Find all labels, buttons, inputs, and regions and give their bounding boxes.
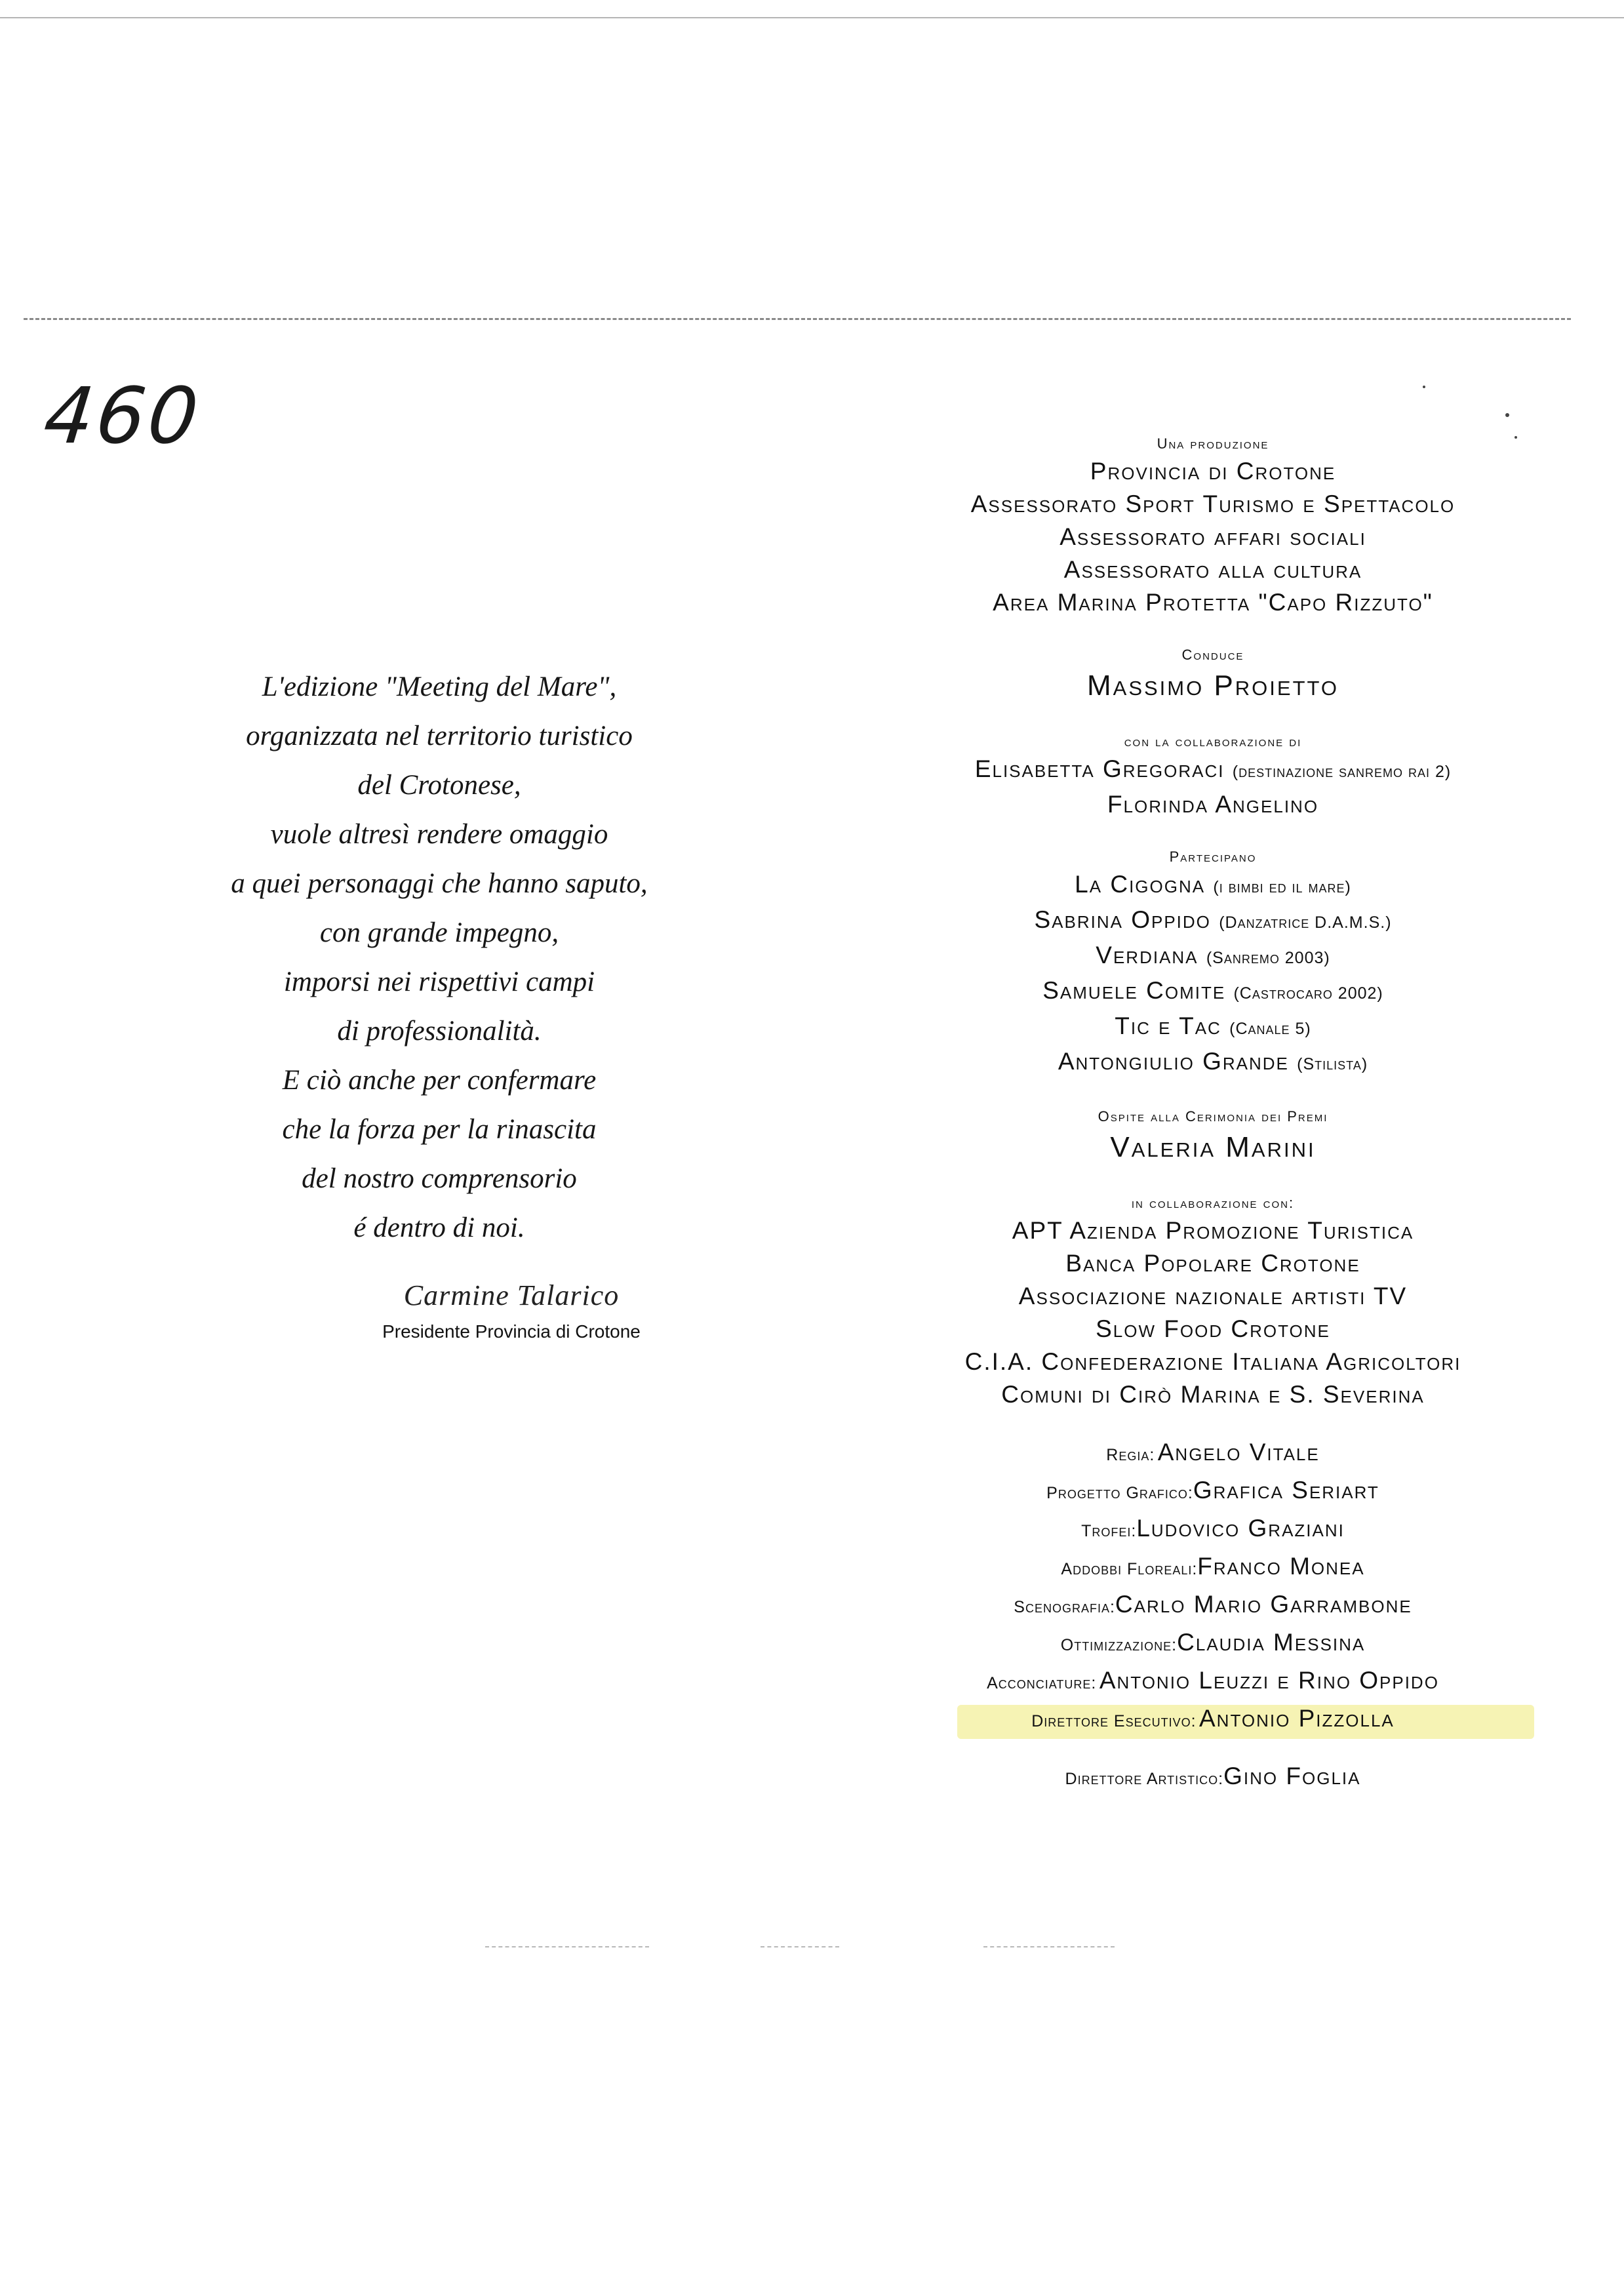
participant xyxy=(852,868,1574,904)
handwritten-page-number: 460 xyxy=(39,370,205,461)
credit-person: Ludovico Graziani xyxy=(1136,1515,1345,1542)
credit-role: Trofei: xyxy=(1081,1522,1137,1540)
partner-line: C.I.A. Confederazione Italiana Agricoltori xyxy=(964,1348,1461,1375)
scan-speck xyxy=(1423,386,1425,388)
partner-line: Slow Food Crotone xyxy=(1096,1315,1330,1342)
production-line: Provincia di Crotone xyxy=(1090,458,1336,485)
participant xyxy=(852,1045,1574,1081)
participant-name: Verdiana xyxy=(1096,942,1198,968)
credit-line xyxy=(852,1436,1574,1474)
credit-role: Addobbi Floreali: xyxy=(1061,1560,1198,1578)
fold-dash-3 xyxy=(983,1946,1115,1947)
dedication-line: vuole altresì rendere omaggio xyxy=(270,819,608,850)
dedication-line: di professionalità. xyxy=(337,1016,542,1047)
credit-line xyxy=(852,1626,1574,1664)
collaborator xyxy=(852,753,1574,788)
guest-section xyxy=(852,1106,1574,1167)
dedication-line: imporsi nei rispettivi campi xyxy=(283,967,595,997)
participant-name: La Cigogna xyxy=(1075,871,1206,898)
collaboration-heading: con la collaborazione di xyxy=(1124,733,1302,749)
partners-section xyxy=(852,1192,1574,1411)
collaborator-name: Florinda Angelino xyxy=(1107,791,1319,818)
participant xyxy=(852,904,1574,939)
credit-role: Scenografia: xyxy=(1014,1598,1115,1616)
credit-line xyxy=(852,1512,1574,1550)
fold-dash-2 xyxy=(761,1946,839,1947)
participant-name: Tic e Tac xyxy=(1115,1012,1221,1039)
collaborator xyxy=(852,788,1574,821)
host-name: Massimo Proietto xyxy=(1086,669,1339,702)
dedication-line: L'edizione "Meeting del Mare", xyxy=(262,671,617,702)
production-line: Area Marina Protetta "Capo Rizzuto" xyxy=(993,589,1433,616)
partners-heading: in collaborazione con: xyxy=(1131,1195,1295,1211)
production-line: Assessorato affari sociali xyxy=(1060,523,1366,550)
credit-role: Ottimizzazione: xyxy=(1060,1636,1178,1654)
participant-note: (Stilista) xyxy=(1297,1055,1368,1073)
artistic-director-line xyxy=(852,1760,1574,1798)
credit-person: Claudia Messina xyxy=(1177,1629,1366,1656)
credit-line xyxy=(852,1474,1574,1512)
credit-line xyxy=(852,1550,1574,1588)
page-fold-line xyxy=(24,318,1571,320)
production-section xyxy=(852,433,1574,619)
dedication-line: a quei personaggi che hanno saputo, xyxy=(231,868,648,899)
credits-column xyxy=(852,433,1574,1798)
participant-note: (Castrocaro 2002) xyxy=(1233,984,1383,1003)
signature-caption: Presidente Provincia di Crotone xyxy=(382,1321,641,1342)
partner-line: Banca Popolare Crotone xyxy=(1065,1250,1360,1277)
production-line: Assessorato alla cultura xyxy=(1063,556,1362,583)
dedication-line: con grande impegno, xyxy=(319,917,559,948)
guest-name: Valeria Marini xyxy=(1110,1131,1316,1163)
dedication-line: che la forza per la rinascita xyxy=(282,1114,597,1145)
participant-note: (Canale 5) xyxy=(1229,1020,1311,1038)
partner-line: Associazione nazionale artisti TV xyxy=(1018,1283,1408,1309)
participant-name: Samuele Comite xyxy=(1042,977,1226,1004)
participant-note: (Sanremo 2003) xyxy=(1206,949,1330,967)
participants-heading: Partecipano xyxy=(1169,848,1257,865)
collaborator-name: Elisabetta Gregoraci xyxy=(974,755,1225,782)
credit-person: Gino Foglia xyxy=(1223,1763,1361,1789)
participant xyxy=(852,1010,1574,1045)
fold-dash-1 xyxy=(485,1946,649,1947)
credit-person: Grafica Seriart xyxy=(1193,1477,1379,1504)
production-heading: Una produzione xyxy=(1157,435,1269,452)
credit-person: Franco Monea xyxy=(1197,1553,1365,1580)
credit-line xyxy=(852,1588,1574,1626)
collaborator-note: (destinazione sanremo rai 2) xyxy=(1232,763,1452,781)
participant xyxy=(852,939,1574,974)
partner-line: Comuni di Cirò Marina e S. Severina xyxy=(1001,1381,1425,1408)
guest-heading: Ospite alla Cerimonia dei Premi xyxy=(1098,1108,1328,1125)
host-heading: Conduce xyxy=(1181,647,1244,663)
participants-section xyxy=(852,846,1574,1081)
partner-line: APT Azienda Promozione Turistica xyxy=(1012,1217,1414,1244)
dedication-line: organizzata nel territorio turistico xyxy=(246,721,633,751)
dedication-text xyxy=(59,662,820,1252)
credit-role: Regia: xyxy=(1106,1446,1155,1464)
credit-role: Progetto Grafico: xyxy=(1046,1484,1193,1502)
scan-speck xyxy=(1505,413,1509,417)
credit-person: Angelo Vitale xyxy=(1157,1439,1320,1466)
host-section xyxy=(852,644,1574,706)
participant-name: Antongiulio Grande xyxy=(1058,1048,1289,1075)
credit-line xyxy=(852,1664,1574,1702)
production-line: Assessorato Sport Turismo e Spettacolo xyxy=(970,490,1456,517)
participant-note: (Danzatrice D.A.M.S.) xyxy=(1219,913,1392,932)
dedication-line: E ciò anche per confermare xyxy=(282,1065,597,1096)
credit-role: Acconciature: xyxy=(987,1674,1097,1692)
scan-top-edge xyxy=(0,17,1624,18)
credit-role: Direttore Esecutivo: xyxy=(1031,1712,1197,1730)
credit-line-highlighted xyxy=(852,1702,1574,1740)
credit-role: Direttore Artistico: xyxy=(1065,1770,1224,1788)
participant-name: Sabrina Oppido xyxy=(1034,906,1211,933)
staff-credits xyxy=(852,1436,1574,1798)
dedication-line: del nostro comprensorio xyxy=(302,1163,577,1194)
signature: Carmine Talarico xyxy=(403,1279,620,1311)
dedication-line: del Crotonese, xyxy=(357,770,521,801)
credit-person: Antonio Leuzzi e Rino Oppido xyxy=(1099,1667,1439,1694)
participant xyxy=(852,974,1574,1010)
credit-person: Antonio Pizzolla xyxy=(1199,1705,1395,1732)
credit-person: Carlo Mario Garrambone xyxy=(1115,1591,1412,1618)
dedication-line: é dentro di noi. xyxy=(353,1212,525,1243)
participant-note: (i bimbi ed il mare) xyxy=(1213,878,1351,896)
collaboration-section xyxy=(852,730,1574,821)
